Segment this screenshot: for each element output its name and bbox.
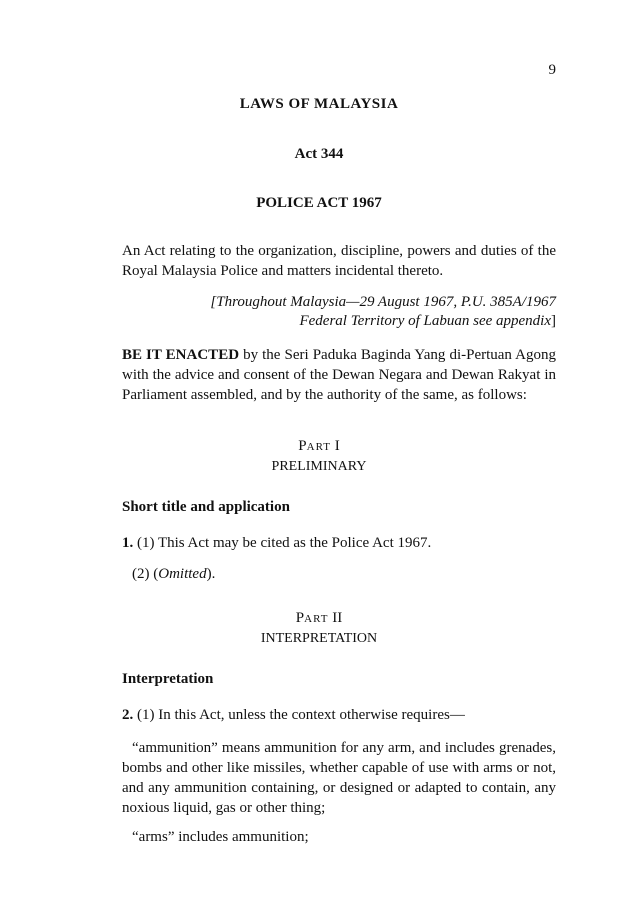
definition-ammunition: “ammunition” means ammunition for any arm, and includes grenades, bombs and other like missiles, whether capable of use with arms or not, and any ammunition containing, or designed or adapted to contain, any noxious liquid, gas or other thing;: [122, 740, 556, 816]
commencement-line-2: [122, 313, 556, 330]
section-1-subsection-2: (2) (Omitted).: [132, 566, 216, 582]
commencement-bracket: ]: [551, 313, 556, 329]
commencement-labuan: Federal Territory of Labuan see appendix: [299, 313, 551, 329]
section-1-heading: Short title and application: [122, 499, 290, 515]
section-2-heading: Interpretation: [122, 671, 214, 687]
part-1-title: PRELIMINARY: [271, 459, 367, 474]
long-title: An Act relating to the organization, discipline, powers and duties of the Royal Malaysia Police and matters incidental thereto.: [122, 243, 556, 279]
page-number: 9: [548, 62, 556, 78]
section-1-subsection-1: 1. (1) This Act may be cited as the Police Act 1967.: [122, 535, 432, 551]
part-2-heading: PART II: [295, 610, 343, 626]
enacting-clause-text: by the Seri Paduka Baginda Yang di-Pertuan Agong with the advice and consent of the Dewan Negara and Dewan Rakyat in Parliament assembled, and by the authority of the same, as follows:: [122, 347, 556, 403]
act-name: POLICE ACT 1967: [256, 195, 382, 211]
enacting-clause: [122, 345, 556, 405]
section-2-subsection-1: 2. (1) In this Act, unless the context otherwise requires—: [122, 707, 465, 723]
part-2-title: INTERPRETATION: [260, 631, 378, 646]
act-number: Act 344: [294, 146, 344, 162]
part-1-heading: PART I: [298, 438, 340, 454]
section-2-number: 2.: [122, 707, 134, 723]
laws-title: LAWS OF MALAYSIA: [239, 96, 399, 112]
enacting-clause-bold: BE IT ENACTED: [122, 347, 240, 363]
commencement-line-1: [Throughout Malaysia—29 August 1967, P.U. 385A/1967: [210, 294, 556, 310]
section-1-number: 1.: [122, 535, 134, 551]
definition-arms: “arms” includes ammunition;: [132, 829, 309, 845]
